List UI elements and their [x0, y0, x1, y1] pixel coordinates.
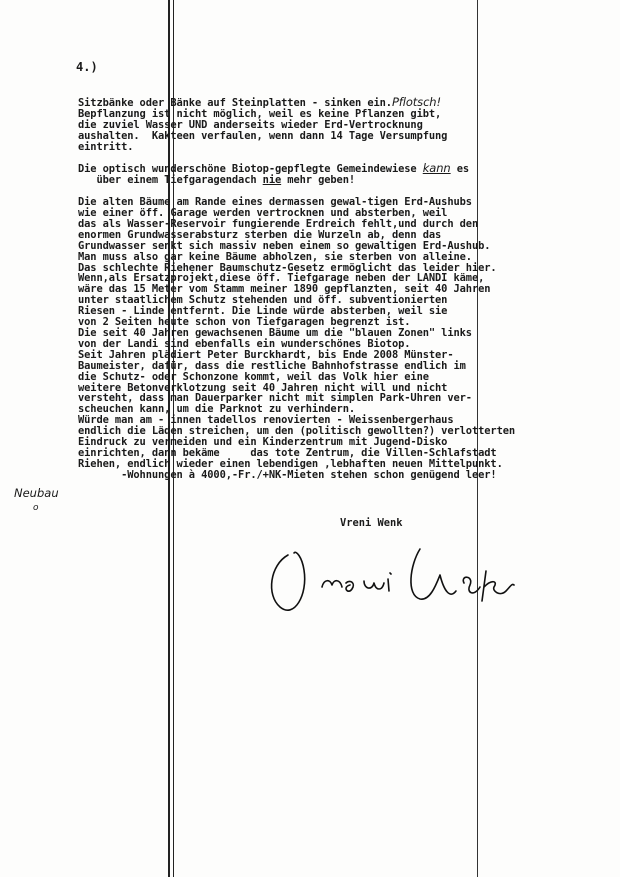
text-line: einrichten, dann bekäme das tote Zentrum, die Villen-Schlafstadt — [78, 446, 497, 459]
text-line: endlich die Läden streichen, um den (politisch gewollten?) verlotterten — [78, 425, 516, 438]
text-line: Riesen - Linde entfernt. Die Linde würde absterben, weil sie — [78, 305, 448, 318]
text-line: Die optisch wunderschöne Biotop-gepflegte Gemeindewiese kann es — [78, 161, 470, 176]
text-line: unter staatlichem Schutz stehenden und öff. subventionierten — [78, 294, 448, 307]
text-line: -Wohnungen à 4000,-Fr./+NK-Mieten stehen schon genügend leer! — [78, 468, 497, 481]
text-line: eintritt. — [78, 140, 134, 153]
text-line: die Schutz- oder Schonzone kommt, weil das Volk hier eine — [78, 370, 429, 383]
handwritten-margin-note: Neubau — [14, 486, 59, 500]
text-line: Man muss also gar keine Bäume abholzen, sie sterben von alleine. — [78, 250, 472, 263]
text-line: von 2 Seiten heute schon von Tiefgaragen begrenzt ist. — [78, 316, 411, 329]
text-line: von der Landi sind ebenfalls ein wunderschönes Biotop. — [78, 337, 411, 350]
paragraph-3 — [78, 197, 608, 481]
handwritten-margin-mark: o — [33, 503, 39, 513]
underlined-word: nie — [262, 174, 282, 187]
text-line: wie einer öff. Garage werden vertrocknen und absterben, weil — [78, 207, 448, 220]
text-line: aushalten. Kakteen verfaulen, wenn dann 14 Tage Versumpfung — [78, 129, 448, 142]
text-line: Baumeister, dafür, dass die restliche Bahnhofstrasse endlich im — [78, 359, 466, 372]
paragraph-2 — [78, 163, 608, 186]
handwritten-insert: Pflotsch! — [391, 95, 441, 109]
text-line: Eindruck zu vermeiden und ein Kinderzentrum mit Jugend-Disko — [78, 436, 448, 449]
text-line: weitere Betonverklotzung seit 40 Jahren nicht will und nicht — [78, 381, 448, 394]
paragraph-1 — [78, 97, 608, 153]
text-line: das als Wasser-Reservoir fungierende Erdreich fehlt,und durch den — [78, 217, 479, 230]
handwritten-signature — [260, 535, 540, 625]
text-line: Grundwasser senkt sich massiv neben einem so gewaltigen Erd-Aushub. — [78, 239, 491, 252]
letter-body — [78, 97, 608, 492]
text-line: enormen Grundwasserabsturz sterben die Wurzeln ab, denn das — [78, 228, 442, 241]
text-line: Das schlechte Riehener Baumschutz-Gesetz ermöglicht das leider hier. — [78, 261, 497, 274]
text-line: die zuviel Wasser UND anderseits wieder Erd-Vertrocknung — [78, 118, 423, 131]
text-line: Bepflanzung ist nicht möglich, weil es keine Pflanzen gibt, — [78, 107, 442, 120]
text-line: Wenn,als Ersatzprojekt,diese öff. Tiefgarage neben der LANDI käme, — [78, 272, 485, 285]
text-line: Die seit 40 Jahren gewachsenen Bäume um die "blauen Zonen" links — [78, 327, 472, 339]
typed-signature-name: Vreni Wenk — [340, 517, 403, 529]
text-line: Riehen, endlich wieder einen lebendigen ,lebhaften neuen Mittelpunkt. — [78, 457, 503, 470]
page-number: 4.) — [76, 60, 98, 74]
text-line: Seit Jahren plädiert Peter Burckhardt, bis Ende 2008 Münster- — [78, 348, 454, 361]
text-line: scheuchen kann, um die Parknot zu verhindern. — [78, 403, 356, 416]
text-line: über einem Tiefgaragendach nie mehr geben! — [78, 174, 356, 187]
text-line: Würde man am - innen tadellos renovierten - Weissenbergerhaus — [78, 414, 454, 427]
text-line: versteht, dass man Dauerparker nicht mit simplen Park-Uhren ver- — [78, 392, 472, 405]
text-line: Die alten Bäume am Rande eines dermassen gewal-tigen Erd-Aushubs — [78, 196, 472, 209]
text-line: Sitzbänke oder Bänke auf Steinplatten - sinken ein.Pflotsch! — [78, 95, 441, 109]
text-line: wäre das 15 Meter vom Stamm meiner 1890 gepflanzten, seit 40 Jahren — [78, 283, 491, 296]
handwritten-kann: kann — [422, 161, 451, 176]
